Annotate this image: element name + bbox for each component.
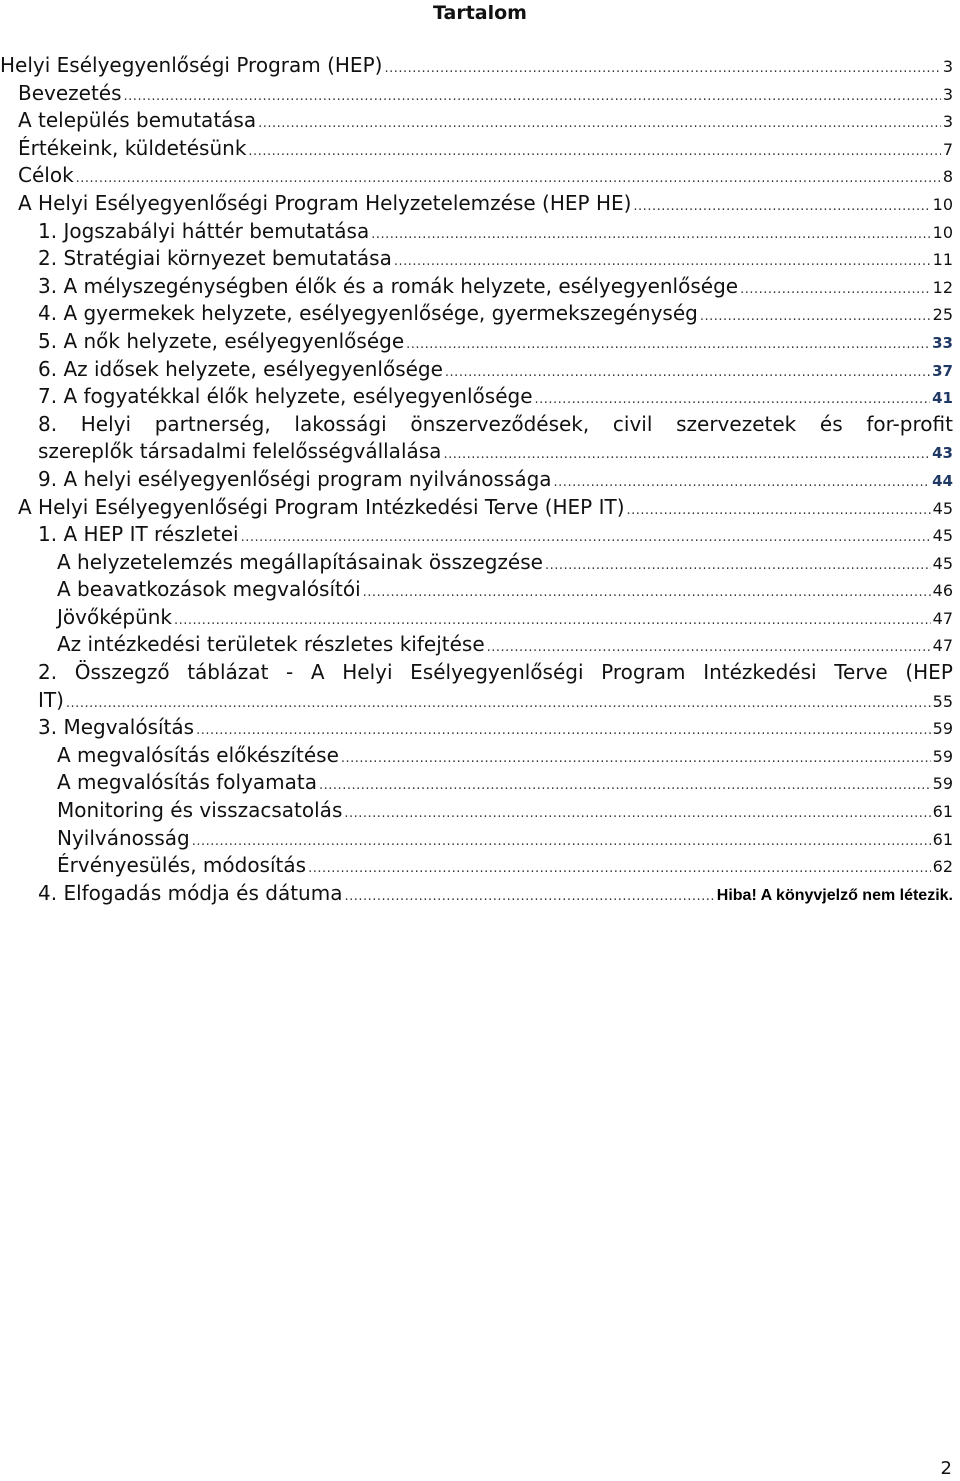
toc-entry-label[interactable]: A Helyi Esélyegyenlőségi Program Helyzetelemzése (HEP HE) <box>18 190 632 215</box>
toc-entry-nok[interactable] <box>0 328 953 356</box>
toc-entry-label[interactable]: Érvényesülés, módosítás <box>57 853 307 878</box>
leader-dots <box>258 110 941 138</box>
toc-entry-melyszegenyseg[interactable] <box>0 273 953 301</box>
leader-dots <box>363 579 931 607</box>
leader-dots <box>384 55 940 83</box>
toc-entry-page[interactable]: 55 <box>932 691 953 711</box>
toc-entry-page[interactable]: 37 <box>932 361 953 380</box>
toc-entry-partnerseg[interactable] <box>0 411 953 439</box>
toc-entry-page[interactable]: 43 <box>932 444 953 463</box>
toc-entry-label[interactable]: 6. Az idősek helyzete, esélyegyenlősége <box>38 356 443 381</box>
leader-dots <box>633 193 930 221</box>
leader-dots <box>174 607 931 635</box>
toc-entry-label[interactable]: 2. Stratégiai környezet bemutatása <box>38 246 392 271</box>
toc-entry-label-line1 <box>38 411 953 439</box>
word: önszerveződések, <box>410 411 590 436</box>
leader-dots <box>487 634 931 662</box>
toc-entry-label[interactable]: 3. A mélyszegénységben élők és a romák helyzete, esélyegyenlősége <box>38 273 739 298</box>
toc-entry-page[interactable]: 45 <box>932 526 953 546</box>
toc-entry-elokeszites[interactable] <box>0 742 953 770</box>
page-number: 2 <box>940 1458 952 1479</box>
toc-entry-page-error[interactable]: Hiba! A könyvjelző nem létezik. <box>716 886 953 904</box>
toc-entry-hep-it-reszletei[interactable] <box>0 521 953 549</box>
toc-entry-page[interactable]: 3 <box>942 112 953 132</box>
toc-entry-page[interactable]: 10 <box>932 222 953 242</box>
toc-entry-page[interactable]: 8 <box>942 167 953 187</box>
toc-entry-page[interactable]: 61 <box>932 829 953 849</box>
toc-entry-nyilvanossag[interactable] <box>0 825 953 853</box>
word: szervezetek <box>676 411 797 436</box>
toc-entry-label[interactable]: IT) <box>38 687 64 712</box>
toc-entry-label[interactable]: Jövőképünk <box>57 604 173 629</box>
leader-dots <box>196 717 931 745</box>
toc-entry-megvalositoi[interactable] <box>0 576 953 604</box>
toc-entry-page[interactable]: 45 <box>932 553 953 573</box>
word: 2. <box>38 660 58 685</box>
leader-dots <box>371 221 930 249</box>
toc-entry-nyilvanossag-program[interactable] <box>0 466 953 494</box>
toc-entry-elfogadas[interactable] <box>0 880 953 908</box>
leader-dots <box>76 165 941 193</box>
toc-entry-page[interactable]: 25 <box>932 305 953 325</box>
leader-dots <box>700 303 931 331</box>
toc-entry-page[interactable]: 62 <box>932 857 953 877</box>
toc-entry-label[interactable]: A megvalósítás folyamata <box>57 770 318 795</box>
leader-dots <box>344 800 930 828</box>
word: táblázat <box>187 660 269 685</box>
toc-entry-page[interactable]: 59 <box>932 719 953 739</box>
word: civil <box>612 411 653 436</box>
toc-entry-osszegzo-tablazat[interactable] <box>0 659 953 687</box>
leader-dots <box>394 248 931 276</box>
leader-dots <box>627 497 931 525</box>
leader-dots <box>319 772 931 800</box>
word: - <box>286 660 294 685</box>
toc-entry-folyamata[interactable] <box>0 769 953 797</box>
leader-dots <box>124 83 941 111</box>
toc-entry-label[interactable]: A megvalósítás előkészítése <box>57 742 339 767</box>
toc-entry-page[interactable]: 33 <box>932 333 953 352</box>
word: és <box>819 411 843 436</box>
toc-entry-label[interactable]: A helyzetelemzés megállapításainak összegzése <box>57 549 543 574</box>
toc-entry-label[interactable]: 4. Elfogadás módja és dátuma <box>38 880 343 905</box>
toc-entry-label[interactable]: Értékeink, küldetésünk <box>18 135 247 160</box>
toc-entry-label[interactable]: 1. A HEP IT részletei <box>38 522 239 547</box>
word: lakossági <box>294 411 387 436</box>
toc-entry-page[interactable]: 12 <box>932 277 953 297</box>
leader-dots <box>406 331 930 359</box>
toc-entry-label[interactable]: Célok <box>18 163 74 188</box>
toc-entry-label[interactable]: Monitoring és visszacsatolás <box>57 798 343 823</box>
toc-entry-page[interactable]: 7 <box>942 139 953 159</box>
toc-entry-page[interactable]: 45 <box>932 498 953 518</box>
word: Terve <box>834 660 888 685</box>
toc-entry-page[interactable]: 10 <box>932 194 953 214</box>
toc-entry-osszegzo-tablazat-cont[interactable] <box>0 687 953 715</box>
toc-entry-ertekeink[interactable] <box>0 135 953 163</box>
toc-entry-label[interactable]: Nyilvánosság <box>57 825 190 850</box>
word: Összegző <box>74 660 170 685</box>
table-of-contents <box>0 52 953 907</box>
word: (HEP <box>905 660 953 685</box>
word: Helyi <box>342 660 393 685</box>
toc-entry-intezkedesi-teruletek[interactable] <box>0 631 953 659</box>
toc-entry-celok[interactable] <box>0 162 953 190</box>
toc-entry-label-line1 <box>38 659 953 687</box>
toc-entry-hep-he[interactable] <box>0 190 953 218</box>
toc-entry-label[interactable]: A beavatkozások megvalósítói <box>57 577 361 602</box>
toc-entry-idosek[interactable] <box>0 356 953 384</box>
leader-dots <box>445 359 930 387</box>
leader-dots <box>308 855 931 883</box>
toc-entry-ervenyesules[interactable] <box>0 852 953 880</box>
toc-entry-label[interactable]: Helyi Esélyegyenlőségi Program (HEP) <box>0 53 383 77</box>
word: for-profit <box>866 411 953 436</box>
leader-dots <box>241 524 931 552</box>
toc-entry-page[interactable]: 47 <box>932 608 953 628</box>
toc-entry-page[interactable]: 3 <box>942 84 953 104</box>
toc-entry-telepules[interactable] <box>0 107 953 135</box>
toc-entry-gyermekek[interactable] <box>0 300 953 328</box>
leader-dots <box>192 828 931 856</box>
toc-entry-label[interactable]: 5. A nők helyzete, esélyegyenlősége <box>38 328 405 353</box>
toc-entry-strategiai[interactable] <box>0 245 953 273</box>
leader-dots <box>248 138 940 166</box>
word: partnerség, <box>154 411 271 436</box>
word: Helyi <box>80 411 132 436</box>
toc-entry-label[interactable]: Az intézkedési területek részletes kifejtése <box>57 632 485 657</box>
toc-entry-label[interactable]: A település bemutatása <box>18 108 257 133</box>
toc-entry-hep[interactable] <box>0 52 953 80</box>
toc-entry-megvalositas[interactable] <box>0 714 953 742</box>
toc-entry-label[interactable]: szereplők társadalmi felelősségvállalása <box>38 439 442 464</box>
leader-dots <box>545 552 931 580</box>
toc-entry-page[interactable]: 11 <box>932 250 953 270</box>
word: Intézkedési <box>703 660 817 685</box>
leader-dots <box>344 883 714 911</box>
word: Esélyegyenlőségi <box>410 660 584 685</box>
toc-entry-page[interactable]: 59 <box>932 774 953 794</box>
toc-entry-osszegzes[interactable] <box>0 549 953 577</box>
toc-entry-page[interactable]: 41 <box>932 389 953 408</box>
word: Program <box>601 660 686 685</box>
toc-entry-fogyatekkal[interactable] <box>0 383 953 411</box>
leader-dots <box>740 276 931 304</box>
toc-entry-page[interactable]: 59 <box>932 746 953 766</box>
word: A <box>310 660 325 685</box>
toc-entry-page[interactable]: 44 <box>932 471 953 490</box>
leader-dots <box>66 690 931 718</box>
toc-entry-page[interactable]: 3 <box>942 57 953 76</box>
word: 8. <box>38 411 58 436</box>
toc-entry-page[interactable]: 61 <box>932 802 953 822</box>
toc-entry-hep-it[interactable] <box>0 494 953 522</box>
toc-entry-label[interactable]: Bevezetés <box>18 80 122 105</box>
toc-entry-monitoring[interactable] <box>0 797 953 825</box>
toc-entry-jovokepunk[interactable] <box>0 604 953 632</box>
toc-title: Tartalom <box>433 2 527 24</box>
leader-dots <box>443 441 930 469</box>
toc-entry-label[interactable]: 9. A helyi esélyegyenlőségi program nyilvánossága <box>38 466 552 491</box>
leader-dots <box>554 469 931 497</box>
toc-entry-partnerseg-cont[interactable] <box>0 438 953 466</box>
toc-entry-jogszabalyi[interactable] <box>0 218 953 246</box>
leader-dots <box>341 745 931 773</box>
toc-entry-label[interactable]: 1. Jogszabályi háttér bemutatása <box>38 218 370 243</box>
toc-entry-label[interactable]: A Helyi Esélyegyenlőségi Program Intézkedési Terve (HEP IT) <box>18 494 625 519</box>
leader-dots <box>535 386 931 414</box>
toc-entry-page[interactable]: 46 <box>932 581 953 601</box>
toc-entry-label[interactable]: 4. A gyermekek helyzete, esélyegyenlősége, gyermekszegénység <box>38 301 698 326</box>
toc-entry-label[interactable]: 3. Megvalósítás <box>38 715 195 740</box>
toc-entry-bevezetes[interactable] <box>0 80 953 108</box>
toc-entry-page[interactable]: 47 <box>932 636 953 656</box>
toc-entry-label[interactable]: 7. A fogyatékkal élők helyzete, esélyegyenlősége <box>38 384 533 409</box>
